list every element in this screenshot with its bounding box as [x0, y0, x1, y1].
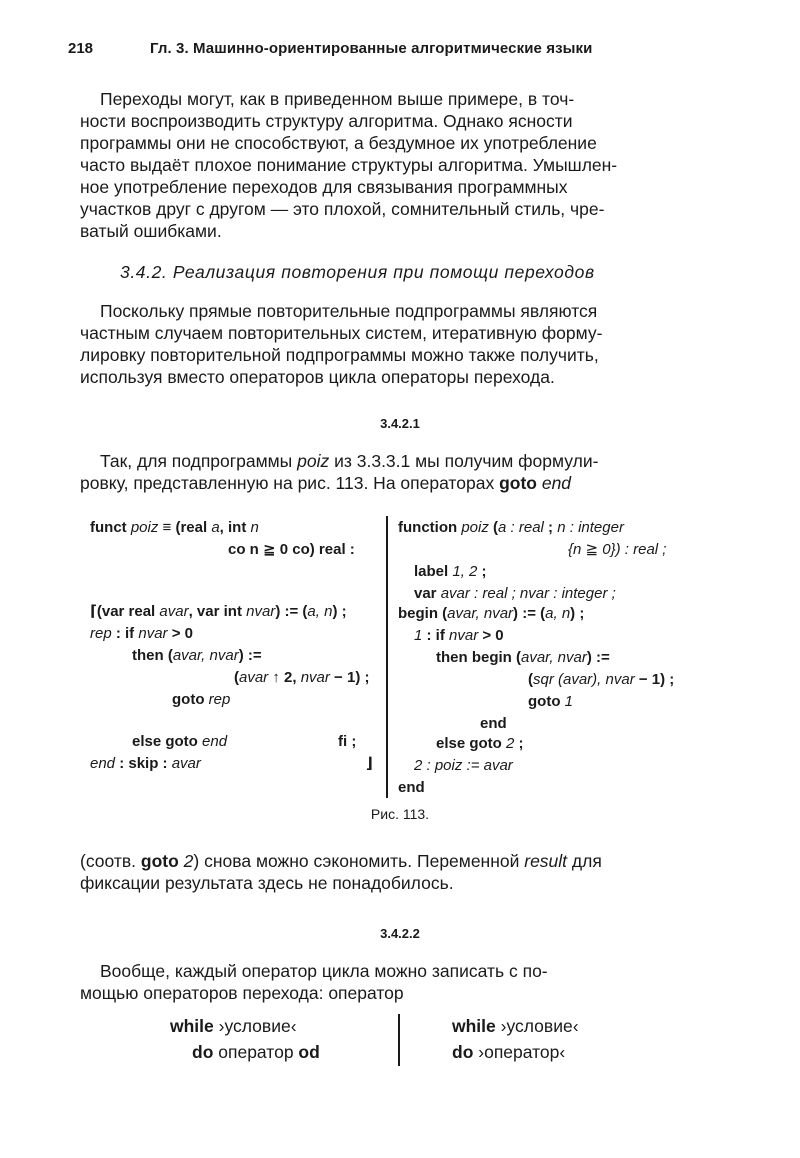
code-left-fi: fi ;: [338, 733, 357, 750]
code-right-line-1: function poiz (a : real ; n : integer: [398, 519, 624, 536]
while-comparison: [0, 1012, 800, 1072]
comparison-divider: [398, 1014, 400, 1066]
text-line: лировку повторительной подпрограммы можно также получить,: [80, 345, 599, 365]
code-left-line-1: funct poiz ≡ (real a, int n: [90, 519, 259, 536]
code-right-line-11: else goto 2 ;: [436, 735, 524, 752]
code-left-line-5: then (avar, nvar) :=: [132, 647, 262, 664]
text-line: частным случаем повторительных систем, итеративную форму-: [80, 323, 603, 343]
paragraph-2: [80, 300, 700, 388]
text-line: Так, для подпрограммы poiz из 3.3.3.1 мы получим формули-: [100, 451, 599, 471]
running-title: Гл. 3. Машинно-ориентированные алгоритмические языки: [150, 40, 593, 57]
figure-caption: Рис. 113.: [370, 806, 430, 822]
paragraph-4: [80, 850, 700, 894]
left-while-line: while ›условие‹: [170, 1016, 297, 1036]
right-do-line: do ›оператор‹: [452, 1042, 566, 1062]
text-line: участков друг с другом — это плохой, сомнительный стиль, чре-: [80, 199, 605, 219]
text-line: часто выдаёт плохое понимание структуры алгоритма. Умышлен-: [80, 155, 618, 175]
code-right-line-4: var avar : real ; nvar : integer ;: [414, 585, 616, 602]
page-number: 218: [68, 40, 94, 57]
code-left-line-3: ⌈(var real avar, var int nvar) := (a, n) ;: [90, 603, 347, 620]
paragraph-1: [80, 88, 700, 242]
code-right-line-2: {n ≧ 0}) : real ;: [568, 541, 667, 558]
code-left-line-2: co n ≧ 0 co) real :: [228, 541, 355, 558]
code-left-line-7: goto rep: [172, 691, 231, 708]
text-line: Переходы могут, как в приведенном выше примере, в точ-: [100, 89, 575, 109]
right-while-line: while ›условие‹: [452, 1016, 579, 1036]
code-right-line-8: (sqr (avar), nvar − 1) ;: [528, 671, 675, 688]
code-right-line-6: 1 : if nvar > 0: [414, 627, 504, 644]
code-right-line-10: end: [480, 715, 507, 732]
code-left-line-8: else goto end: [132, 733, 228, 750]
section-heading: 3.4.2. Реализация повторения при помощи переходов: [120, 262, 595, 282]
code-right-line-7: then begin (avar, nvar) :=: [436, 649, 610, 666]
text-line: (соотв. goto 2) снова можно сэкономить. Переменной result для: [80, 851, 602, 871]
text-line: ности воспроизводить структуру алгоритма. Однако ясности: [80, 111, 573, 131]
code-right-line-13: end: [398, 779, 425, 796]
text-line: ровку, представленную на рис. 113. На операторах goto end: [80, 473, 572, 493]
code-right-line-3: label 1, 2 ;: [414, 563, 487, 580]
text-line: фиксации результата здесь не понадобилось.: [80, 873, 454, 893]
code-right-line-12: 2 : poiz := avar: [414, 757, 513, 774]
code-right-line-9: goto 1: [528, 693, 573, 710]
text-line: ное употребление переходов для связывания программных: [80, 177, 568, 197]
text-line: ватый ошибками.: [80, 221, 222, 241]
text-line: используя вместо операторов цикла операторы перехода.: [80, 367, 555, 387]
text-line: мощью операторов перехода: оператор: [80, 983, 404, 1003]
subsection-heading-1: 3.4.2.1: [380, 416, 420, 431]
subsection-heading-2: 3.4.2.2: [380, 926, 420, 941]
running-header: [68, 40, 708, 64]
code-left-close-bracket: ⌋: [366, 755, 373, 772]
figure-divider: [386, 516, 388, 798]
text-line: Поскольку прямые повторительные подпрограммы являются: [100, 301, 598, 321]
paragraph-5: [80, 960, 700, 1004]
code-right-line-5: begin (avar, nvar) := (a, n) ;: [398, 605, 585, 622]
code-left-line-6: (avar ↑ 2, nvar − 1) ;: [234, 669, 370, 686]
text-line: программы они не способствуют, а бездумное их употребление: [80, 133, 597, 153]
figure-113: [0, 512, 800, 802]
code-left-line-9: end : skip : avar: [90, 755, 201, 772]
paragraph-3: [80, 450, 700, 494]
text-line: Вообще, каждый оператор цикла можно записать с по-: [100, 961, 548, 981]
left-do-line: do оператор od: [192, 1042, 320, 1062]
code-left-line-4: rep : if nvar > 0: [90, 625, 193, 642]
